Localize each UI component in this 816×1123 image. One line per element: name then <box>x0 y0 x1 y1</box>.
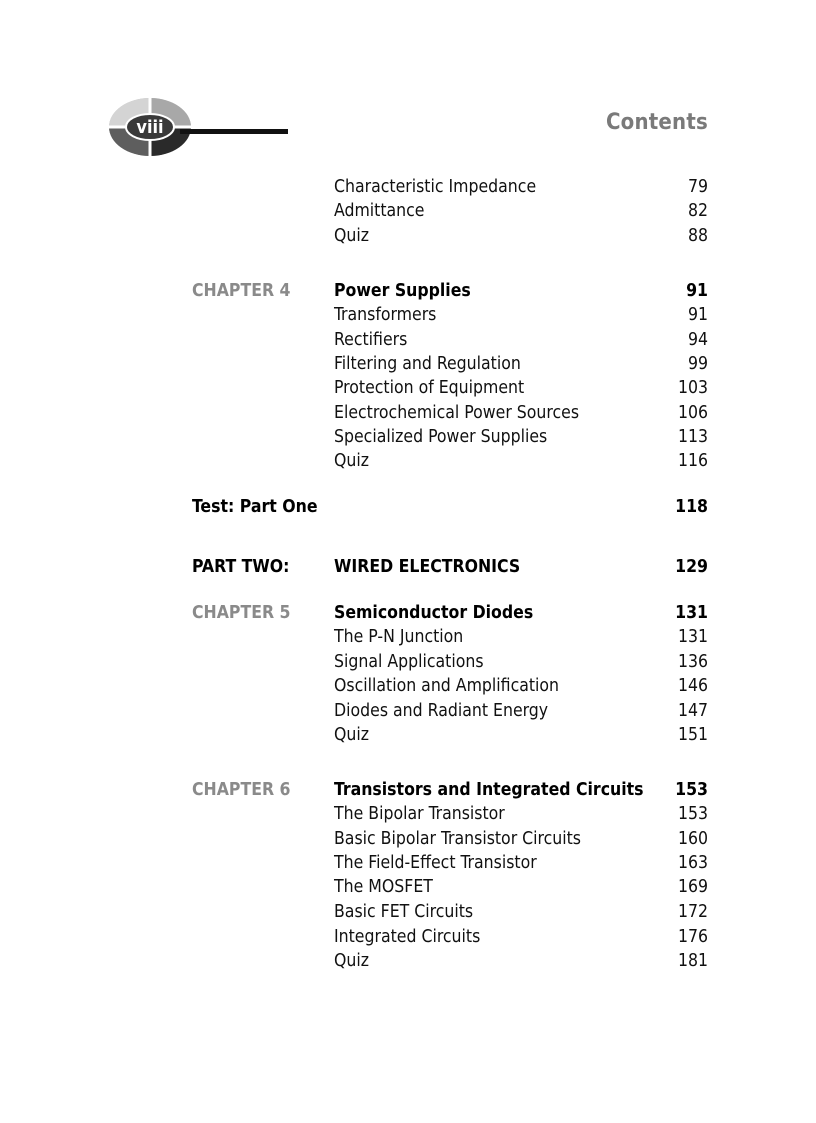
toc-page-number: 151 <box>677 725 708 745</box>
toc-title: The P-N Junction <box>334 627 464 647</box>
toc-title: Oscillation and Amplification <box>334 676 560 696</box>
toc-entry <box>0 875 816 899</box>
toc-title: The MOSFET <box>334 877 433 897</box>
toc-page-number: 131 <box>677 627 708 647</box>
toc-entry <box>0 199 816 223</box>
toc-title: Basic FET Circuits <box>334 902 474 922</box>
toc-label: Test: Part One <box>192 497 318 517</box>
toc-title: Transformers <box>334 305 437 325</box>
toc-entry <box>0 175 816 199</box>
toc-entry <box>0 827 816 851</box>
toc-entry <box>0 352 816 376</box>
toc-page-number: 99 <box>687 354 708 374</box>
toc-page-number: 129 <box>675 557 708 577</box>
toc-title: Protection of Equipment <box>334 378 525 398</box>
toc-page-number: 181 <box>677 951 708 971</box>
toc-page-number: 88 <box>687 226 708 246</box>
toc-title: Signal Applications <box>334 652 484 672</box>
toc-label: CHAPTER 6 <box>192 780 291 800</box>
page-number: viii <box>136 117 164 138</box>
toc-chapter-heading <box>0 601 816 625</box>
toc-title: Semiconductor Diodes <box>334 603 534 623</box>
toc-entry <box>0 699 816 723</box>
toc-title: Quiz <box>334 226 370 246</box>
toc-entry <box>0 328 816 352</box>
toc-entry <box>0 949 816 973</box>
toc-page-number: 136 <box>677 652 708 672</box>
toc-title: Characteristic Impedance <box>334 177 537 197</box>
toc-title: Integrated Circuits <box>334 927 481 947</box>
toc-entry <box>0 625 816 649</box>
toc-title: Quiz <box>334 725 370 745</box>
toc-page-number: 82 <box>687 201 708 221</box>
toc-entry <box>0 900 816 924</box>
toc-entry <box>0 224 816 248</box>
toc-entry <box>0 723 816 747</box>
toc-title: WIRED ELECTRONICS <box>334 557 521 577</box>
toc-chapter-heading <box>0 279 816 303</box>
toc-entry <box>0 802 816 826</box>
toc-page-number: 147 <box>677 701 708 721</box>
toc-entry <box>0 401 816 425</box>
toc-title: Quiz <box>334 451 370 471</box>
toc-page-number: 169 <box>677 877 708 897</box>
toc-title: The Bipolar Transistor <box>334 804 505 824</box>
toc-entry <box>0 674 816 698</box>
toc-page-number: 153 <box>675 780 708 800</box>
toc-page-number: 153 <box>677 804 708 824</box>
toc-page-number: 160 <box>677 829 708 849</box>
toc-entry <box>0 650 816 674</box>
toc-entry <box>0 425 816 449</box>
toc-title: Specialized Power Supplies <box>334 427 548 447</box>
toc-chapter-heading <box>0 778 816 802</box>
toc-label: CHAPTER 4 <box>192 281 291 301</box>
toc-entry <box>0 376 816 400</box>
toc-label: CHAPTER 5 <box>192 603 291 623</box>
toc-label: PART TWO: <box>192 557 290 577</box>
toc-page-number: 103 <box>677 378 708 398</box>
toc-page-number: 79 <box>687 177 708 197</box>
toc-page-number: 91 <box>687 305 708 325</box>
toc-entry <box>0 925 816 949</box>
toc-title: Admittance <box>334 201 425 221</box>
toc-title: Electrochemical Power Sources <box>334 403 580 423</box>
toc-page-number: 94 <box>687 330 708 350</box>
running-head: Contents <box>605 110 708 135</box>
toc-title: Filtering and Regulation <box>334 354 521 374</box>
toc-page-number: 172 <box>677 902 708 922</box>
toc-title: Transistors and Integrated Circuits <box>334 780 644 800</box>
toc-page-number: 131 <box>675 603 708 623</box>
toc-part-heading <box>0 555 816 579</box>
toc-title: Basic Bipolar Transistor Circuits <box>334 829 581 849</box>
toc-title: Rectifiers <box>334 330 408 350</box>
toc-page-number: 113 <box>677 427 708 447</box>
toc-page-number: 163 <box>677 853 708 873</box>
toc-entry <box>0 449 816 473</box>
toc-page-number: 116 <box>677 451 708 471</box>
toc-test-heading <box>0 495 816 519</box>
toc-page-number: 118 <box>675 497 708 517</box>
toc-title: Power Supplies <box>334 281 471 301</box>
toc-title: The Field-Effect Transistor <box>334 853 537 873</box>
toc-page-number: 176 <box>677 927 708 947</box>
toc-entry <box>0 851 816 875</box>
toc-page-number: 106 <box>677 403 708 423</box>
toc-page-number: 91 <box>686 281 708 301</box>
toc-title: Quiz <box>334 951 370 971</box>
toc-entry <box>0 303 816 327</box>
toc-title: Diodes and Radiant Energy <box>334 701 549 721</box>
toc-page-number: 146 <box>677 676 708 696</box>
